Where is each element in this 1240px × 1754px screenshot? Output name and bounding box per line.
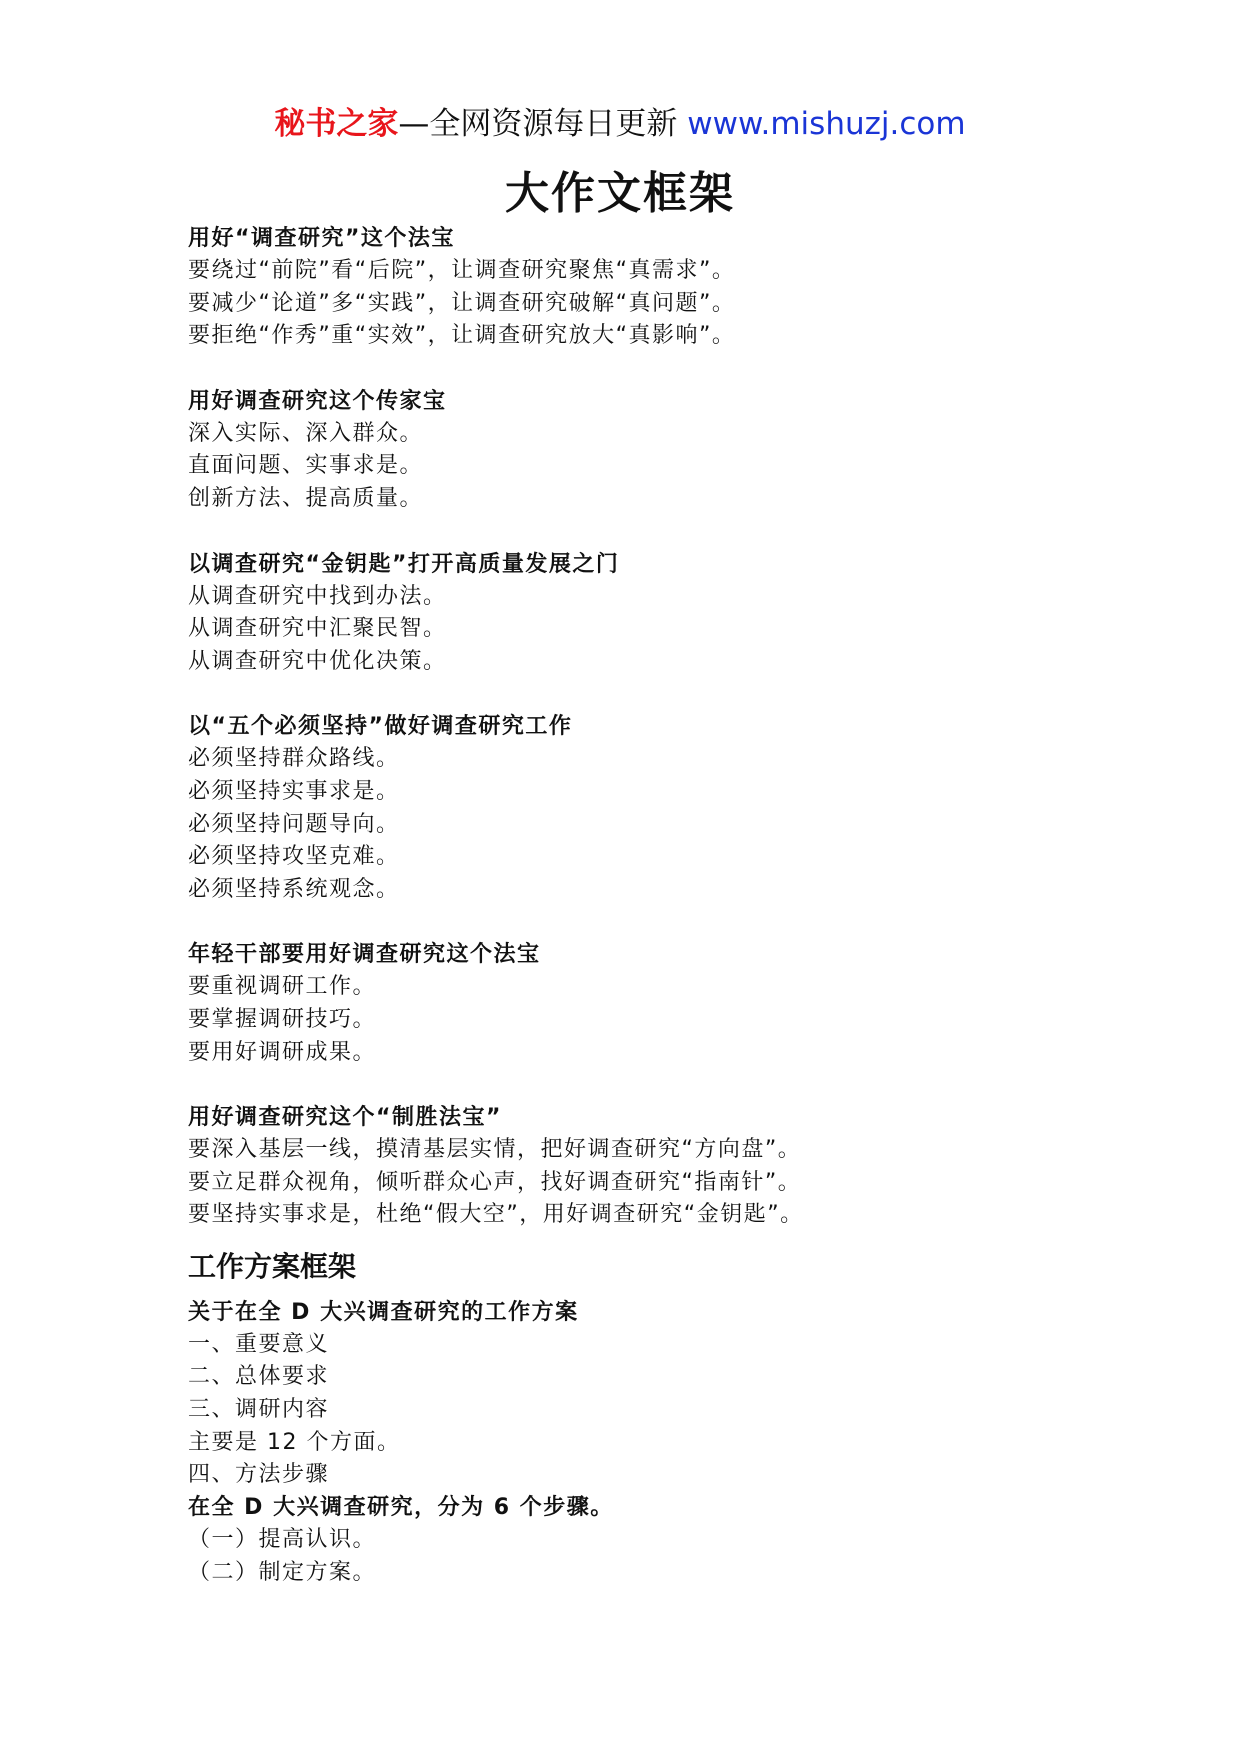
section-line: 要拒绝“作秀”重“实效”，让调查研究放大“真影响”。	[188, 323, 736, 349]
section-line: 要减少“论道”多“实践”，让调查研究破解“真问题”。	[188, 290, 736, 316]
section-heading: 用好调查研究这个传家宝	[188, 388, 447, 414]
section-line: 必须坚持攻坚克难。	[188, 844, 400, 870]
brand-name: 秘书之家	[274, 106, 399, 142]
work-plan-steps-intro: 在全 D 大兴调查研究，分为 6 个步骤。	[188, 1494, 614, 1520]
section-2	[188, 385, 1188, 516]
section-line: 要坚持实事求是，杜绝“假大空”，用好调查研究“金钥匙”。	[188, 1202, 804, 1228]
section-3	[188, 548, 1188, 679]
work-plan-subheading: 关于在全 D 大兴调查研究的工作方案	[188, 1299, 579, 1325]
site-tagline: —全网资源每日更新	[398, 106, 688, 142]
work-plan-section	[188, 1242, 1188, 1590]
site-url-link[interactable]: www.mishuzj.com	[687, 106, 966, 142]
section-1	[188, 222, 1188, 353]
document-body	[188, 222, 1188, 1622]
section-line: 要深入基层一线，摸清基层实情，把好调查研究“方向盘”。	[188, 1137, 802, 1163]
work-plan-line: 主要是 12 个方面。	[188, 1429, 401, 1455]
section-line: 要绕过“前院”看“后院”，让调查研究聚焦“真需求”。	[188, 258, 736, 283]
section-line: 要掌握调研技巧。	[188, 1006, 377, 1032]
section-heading: 以调查研究“金钥匙”打开高质量发展之门	[188, 551, 620, 577]
section-5	[188, 938, 1188, 1069]
document-title: 大作文框架	[505, 168, 735, 219]
section-line: 创新方法、提高质量。	[188, 485, 424, 511]
section-line: 必须坚持问题导向。	[188, 811, 400, 837]
site-header	[0, 102, 1240, 146]
section-heading: 年轻干部要用好调查研究这个法宝	[188, 942, 541, 968]
section-line: 深入实际、深入群众。	[188, 420, 424, 446]
section-line: 必须坚持系统观念。	[188, 876, 400, 902]
work-plan-line: 二、总体要求	[188, 1364, 330, 1390]
section-line: 要立足群众视角，倾听群众心声，找好调查研究“指南针”。	[188, 1169, 802, 1195]
section-heading: 用好“调查研究”这个法宝	[188, 226, 455, 251]
section-line: 从调查研究中优化决策。	[188, 648, 447, 674]
work-plan-line: 一、重要意义	[188, 1331, 330, 1357]
work-plan-step: （二）制定方案。	[188, 1560, 377, 1586]
section-line: 从调查研究中找到办法。	[188, 583, 447, 609]
section-6	[188, 1101, 1188, 1232]
section-heading: 用好调查研究这个“制胜法宝”	[188, 1105, 502, 1131]
work-plan-heading: 工作方案框架	[188, 1249, 357, 1283]
section-4	[188, 710, 1188, 906]
section-heading: 以“五个必须坚持”做好调查研究工作	[188, 714, 573, 740]
section-line: 从调查研究中汇聚民智。	[188, 616, 447, 642]
section-line: 直面问题、实事求是。	[188, 453, 424, 479]
work-plan-line: 三、调研内容	[188, 1397, 330, 1423]
section-line: 要重视调研工作。	[188, 974, 377, 1000]
section-line: 必须坚持实事求是。	[188, 778, 400, 804]
section-line: 必须坚持群众路线。	[188, 746, 400, 772]
work-plan-step: （一）提高认识。	[188, 1527, 377, 1553]
work-plan-line: 四、方法步骤	[188, 1462, 330, 1488]
section-line: 要用好调研成果。	[188, 1039, 377, 1065]
